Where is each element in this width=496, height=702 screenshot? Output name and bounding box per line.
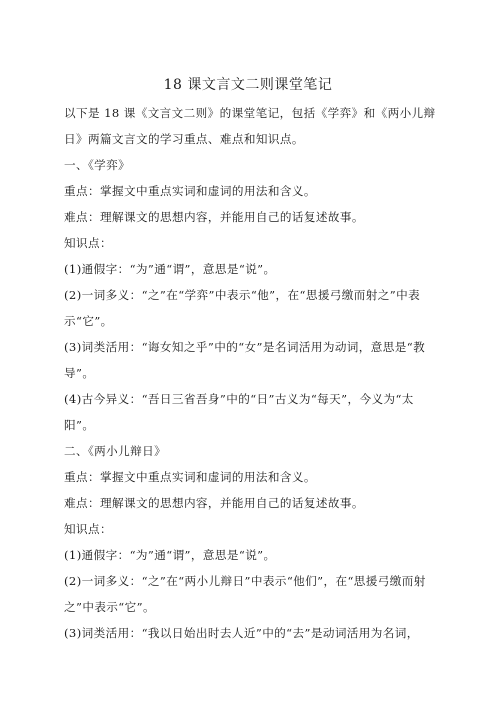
knowledge-item: (1)通假字：“为”通“谓”，意思是“说”。 (64, 262, 276, 276)
section-heading-xueyi: 一、《学弈》 (64, 158, 131, 172)
key-point: 重点：掌握文中重点实词和虚词的用法和含义。 (64, 470, 316, 484)
document-title: 18 课文言文二则课堂笔记 (163, 77, 333, 93)
intro-paragraph: 以下是 18 课《文言文二则》的课堂笔记，包括《学弈》和《两小儿辩日》两篇文言文的学习重点、难点和知识点。 (64, 106, 436, 146)
knowledge-item: (1)通假字：“为”通“谓”，意思是“说”。 (64, 548, 276, 562)
knowledge-label: 知识点： (64, 236, 112, 250)
knowledge-item: (3)词类活用：“诲女知之乎”中的“女”是名词活用为动词，意思是“教导”。 (64, 340, 426, 380)
document-body (64, 100, 436, 646)
knowledge-label: 知识点： (64, 522, 112, 536)
difficulty: 难点：理解课文的思想内容，并能用自己的话复述故事。 (64, 210, 364, 224)
key-point: 重点：掌握文中重点实词和虚词的用法和含义。 (64, 184, 316, 198)
difficulty: 难点：理解课文的思想内容，并能用自己的话复述故事。 (64, 496, 364, 510)
section-heading-liangxiaoer: 二、《两小儿辩日》 (64, 444, 167, 458)
knowledge-item: (3)词类活用：“我以日始出时去人近”中的“去”是动词活用为名词， (64, 626, 419, 640)
knowledge-item: (4)古今异义：“吾日三省吾身”中的“日”古义为“每天”，今义为“太阳”。 (64, 392, 414, 432)
knowledge-item: (2)一词多义：“之”在“学弈”中表示“他”，在“思援弓缴而射之”中表示“它”。 (64, 288, 421, 328)
knowledge-item: (2)一词多义：“之”在“两小儿辩日”中表示“他们”，在“思援弓缴而射之”中表示“它”。 (64, 574, 426, 614)
